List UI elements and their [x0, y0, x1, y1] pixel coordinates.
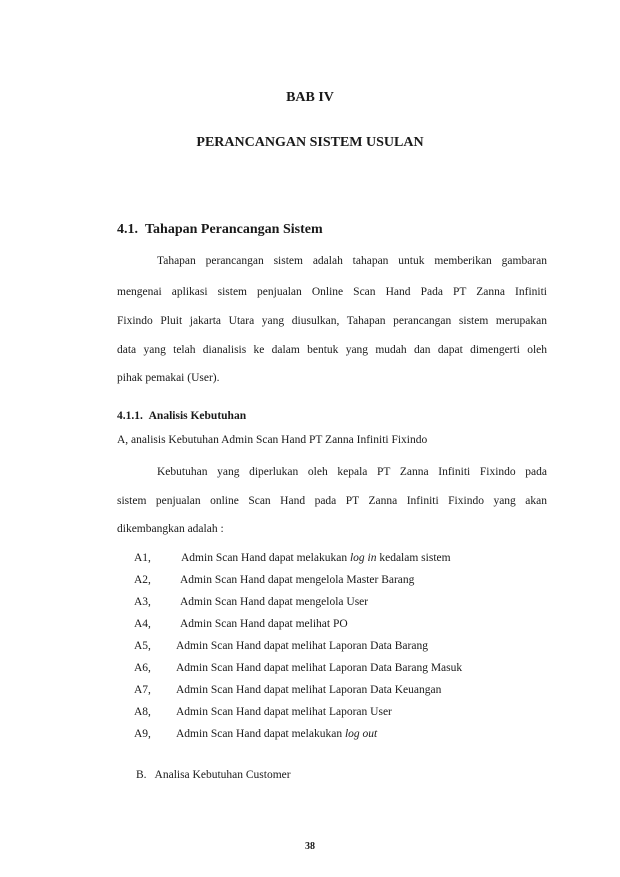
requirement-code: A6, [134, 662, 151, 674]
chapter-heading: BAB IV [286, 90, 334, 105]
paragraph-line: data yang telah dianalisis ke dalam bentuk yang mudah dan dapat dimengerti oleh [117, 344, 547, 356]
requirement-text: Admin Scan Hand dapat melihat Laporan Data Barang [176, 640, 428, 652]
requirement-text: Admin Scan Hand dapat melakukan log in kedalam sistem [181, 552, 451, 564]
requirement-text: Admin Scan Hand dapat melihat Laporan User [176, 706, 392, 718]
section-b-heading: B. Analisa Kebutuhan Customer [136, 769, 291, 781]
requirement-text: Admin Scan Hand dapat melihat Laporan Data Barang Masuk [176, 662, 463, 674]
paragraph-line: Kebutuhan yang diperlukan oleh kepala PT Zanna Infiniti Fixindo pada [157, 466, 547, 478]
section-number: 4.1. [117, 222, 138, 237]
requirement-code: A1, [134, 552, 151, 564]
requirement-code: A8, [134, 706, 151, 718]
paragraph-line: pihak pemakai (User). [117, 372, 220, 384]
paragraph-line: mengenai aplikasi sistem penjualan Online Scan Hand Pada PT Zanna Infiniti [117, 286, 547, 298]
requirement-code: A3, [134, 596, 151, 608]
paragraph-line: sistem penjualan online Scan Hand pada PT Zanna Infiniti Fixindo yang akan [117, 495, 547, 507]
requirement-code: A5, [134, 640, 151, 652]
paragraph-line: Tahapan perancangan sistem adalah tahapan untuk memberikan gambaran [157, 255, 547, 267]
requirement-text: Admin Scan Hand dapat mengelola User [180, 596, 369, 608]
requirement-code: A7, [134, 684, 151, 696]
requirement-text: Admin Scan Hand dapat melihat Laporan Data Keuangan [176, 684, 442, 696]
section-heading [117, 222, 323, 238]
requirement-code: A4, [134, 618, 151, 630]
requirement-text: Admin Scan Hand dapat melakukan log out [176, 728, 378, 740]
requirement-text: Admin Scan Hand dapat melihat PO [180, 618, 348, 630]
subsection-heading [117, 410, 246, 422]
subsection-a-title: A, analisis Kebutuhan Admin Scan Hand PT Zanna Infiniti Fixindo [117, 434, 428, 446]
paragraph-line: dikembangkan adalah : [117, 523, 224, 535]
paragraph-line: Fixindo Pluit jakarta Utara yang diusulkan, Tahapan perancangan sistem merupakan [117, 315, 547, 327]
requirement-code: A9, [134, 728, 151, 740]
subsection-title: Analisis Kebutuhan [148, 410, 247, 422]
section-title: Tahapan Perancangan Sistem [145, 222, 323, 237]
chapter-title: PERANCANGAN SISTEM USULAN [196, 135, 424, 150]
requirement-text: Admin Scan Hand dapat mengelola Master Barang [180, 574, 415, 586]
page-number: 38 [305, 841, 315, 852]
subsection-number: 4.1.1. [117, 410, 143, 422]
requirement-code: A2, [134, 574, 151, 586]
